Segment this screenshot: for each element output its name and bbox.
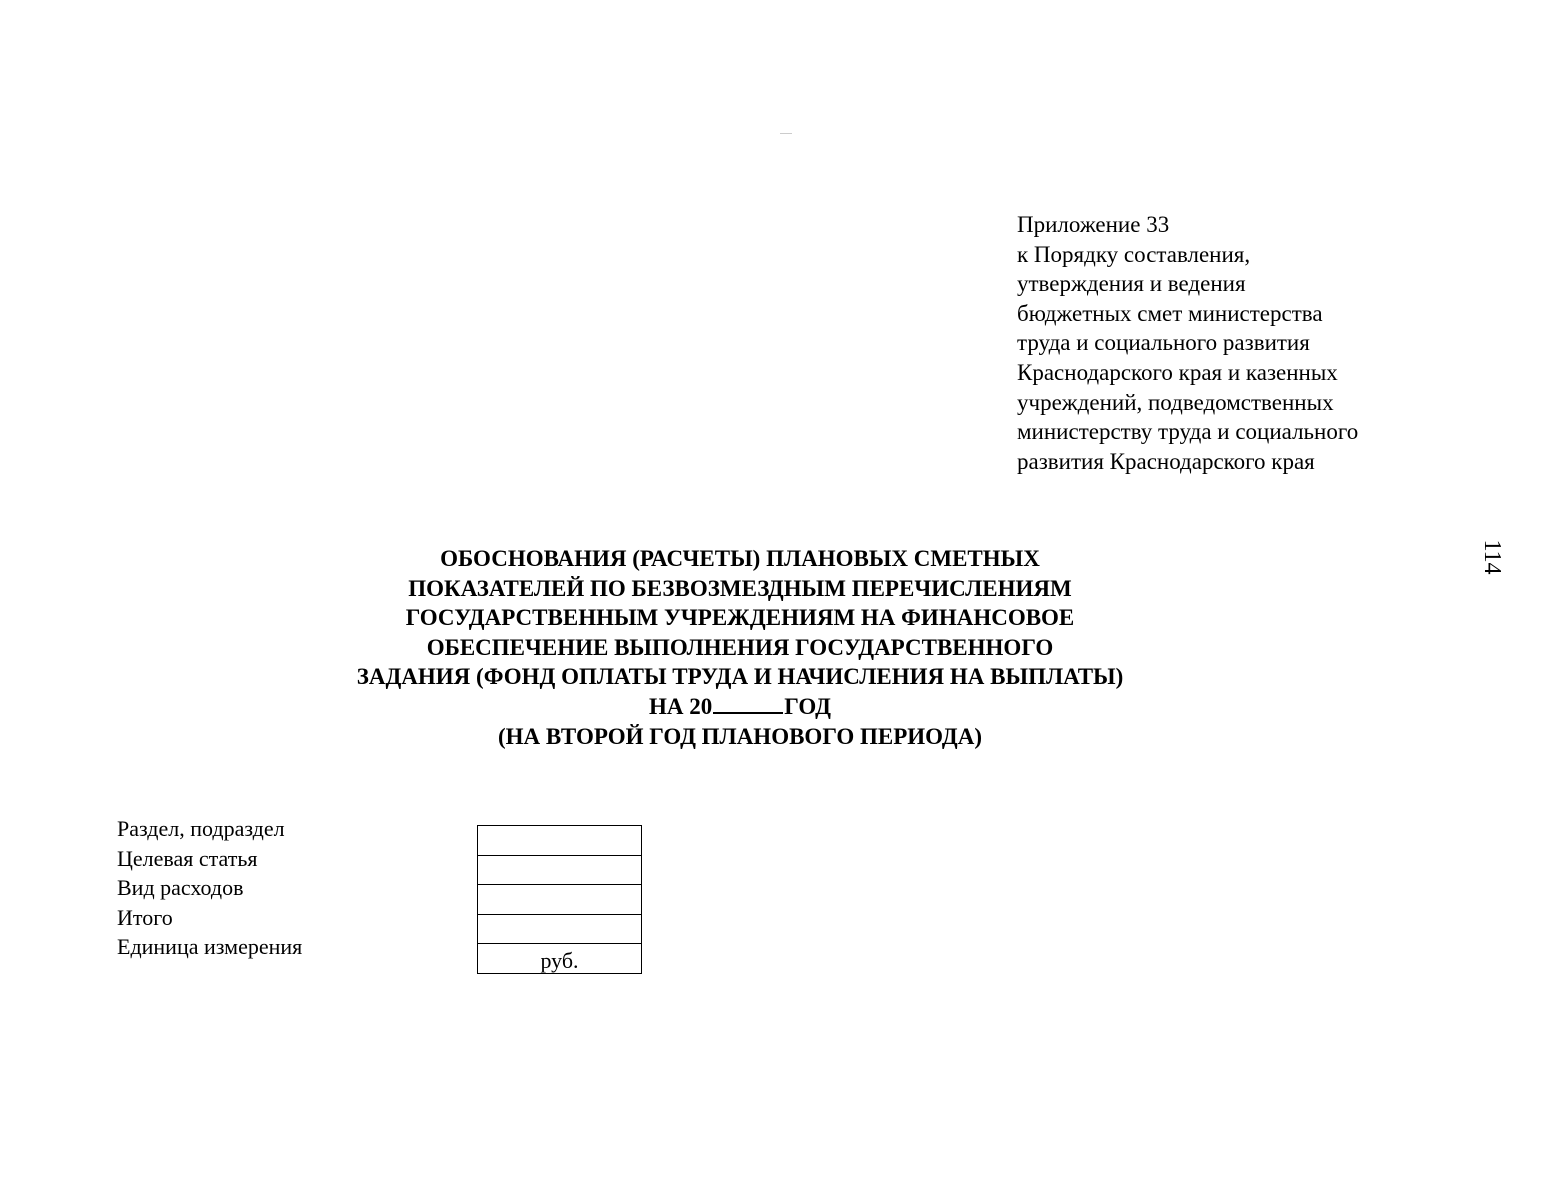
label-unit: Единица измерения (117, 934, 303, 960)
expense-type-cell[interactable] (478, 885, 642, 915)
scan-artifact (780, 133, 792, 134)
title-line: ПОКАЗАТЕЛЕЙ ПО БЕЗВОЗМЕЗДНЫМ ПЕРЕЧИСЛЕНИЯМ (408, 575, 1072, 601)
appendix-line: Краснодарского края и казенных (1017, 359, 1338, 385)
total-cell[interactable] (478, 914, 642, 944)
appendix-line: труда и социального развития (1017, 330, 1310, 356)
title-year-prefix: НА 20 (649, 693, 713, 719)
appendix-line: бюджетных смет министерства (1017, 300, 1323, 326)
appendix-line: Приложение 33 (1017, 212, 1170, 237)
table-row (478, 826, 642, 856)
title-year-suffix: ГОД (784, 693, 831, 719)
table-row (478, 855, 642, 885)
field-labels (117, 814, 302, 962)
label-expense-type: Вид расходов (117, 875, 244, 901)
section-code-cell[interactable] (478, 826, 642, 856)
label-section: Раздел, подраздел (117, 816, 285, 841)
title-line: ГОСУДАРСТВЕННЫМ УЧРЕЖДЕНИЯМ НА ФИНАНСОВОЕ (405, 605, 1075, 631)
table-row (478, 885, 642, 915)
codes-table (477, 825, 642, 974)
year-blank-field[interactable] (713, 694, 783, 714)
title-period: (НА ВТОРОЙ ГОД ПЛАНОВОГО ПЕРИОДА) (497, 723, 983, 749)
document-title (240, 544, 1240, 751)
appendix-line: министерству труда и социального (1017, 419, 1359, 445)
title-year-line (240, 692, 1240, 722)
unit-cell: руб. (478, 944, 642, 974)
appendix-block (1017, 210, 1358, 476)
table-row (478, 914, 642, 944)
title-line: ЗАДАНИЯ (ФОНД ОПЛАТЫ ТРУДА И НАЧИСЛЕНИЯ НА ВЫПЛАТЫ) (356, 664, 1124, 690)
page-number: 114 (1479, 539, 1505, 575)
title-line: ОБОСНОВАНИЯ (РАСЧЕТЫ) ПЛАНОВЫХ СМЕТНЫХ (440, 546, 1040, 571)
title-line: ОБЕСПЕЧЕНИЕ ВЫПОЛНЕНИЯ ГОСУДАРСТВЕННОГО (426, 634, 1054, 660)
appendix-line: учреждений, подведомственных (1017, 389, 1334, 415)
target-article-cell[interactable] (478, 855, 642, 885)
table-row (478, 944, 642, 974)
appendix-line: утверждения и ведения (1017, 271, 1246, 297)
label-total: Итого (117, 904, 173, 930)
appendix-line: развития Краснодарского края (1017, 448, 1315, 474)
label-target-article: Целевая статья (117, 845, 258, 871)
appendix-line: к Порядку составления, (1017, 241, 1251, 267)
